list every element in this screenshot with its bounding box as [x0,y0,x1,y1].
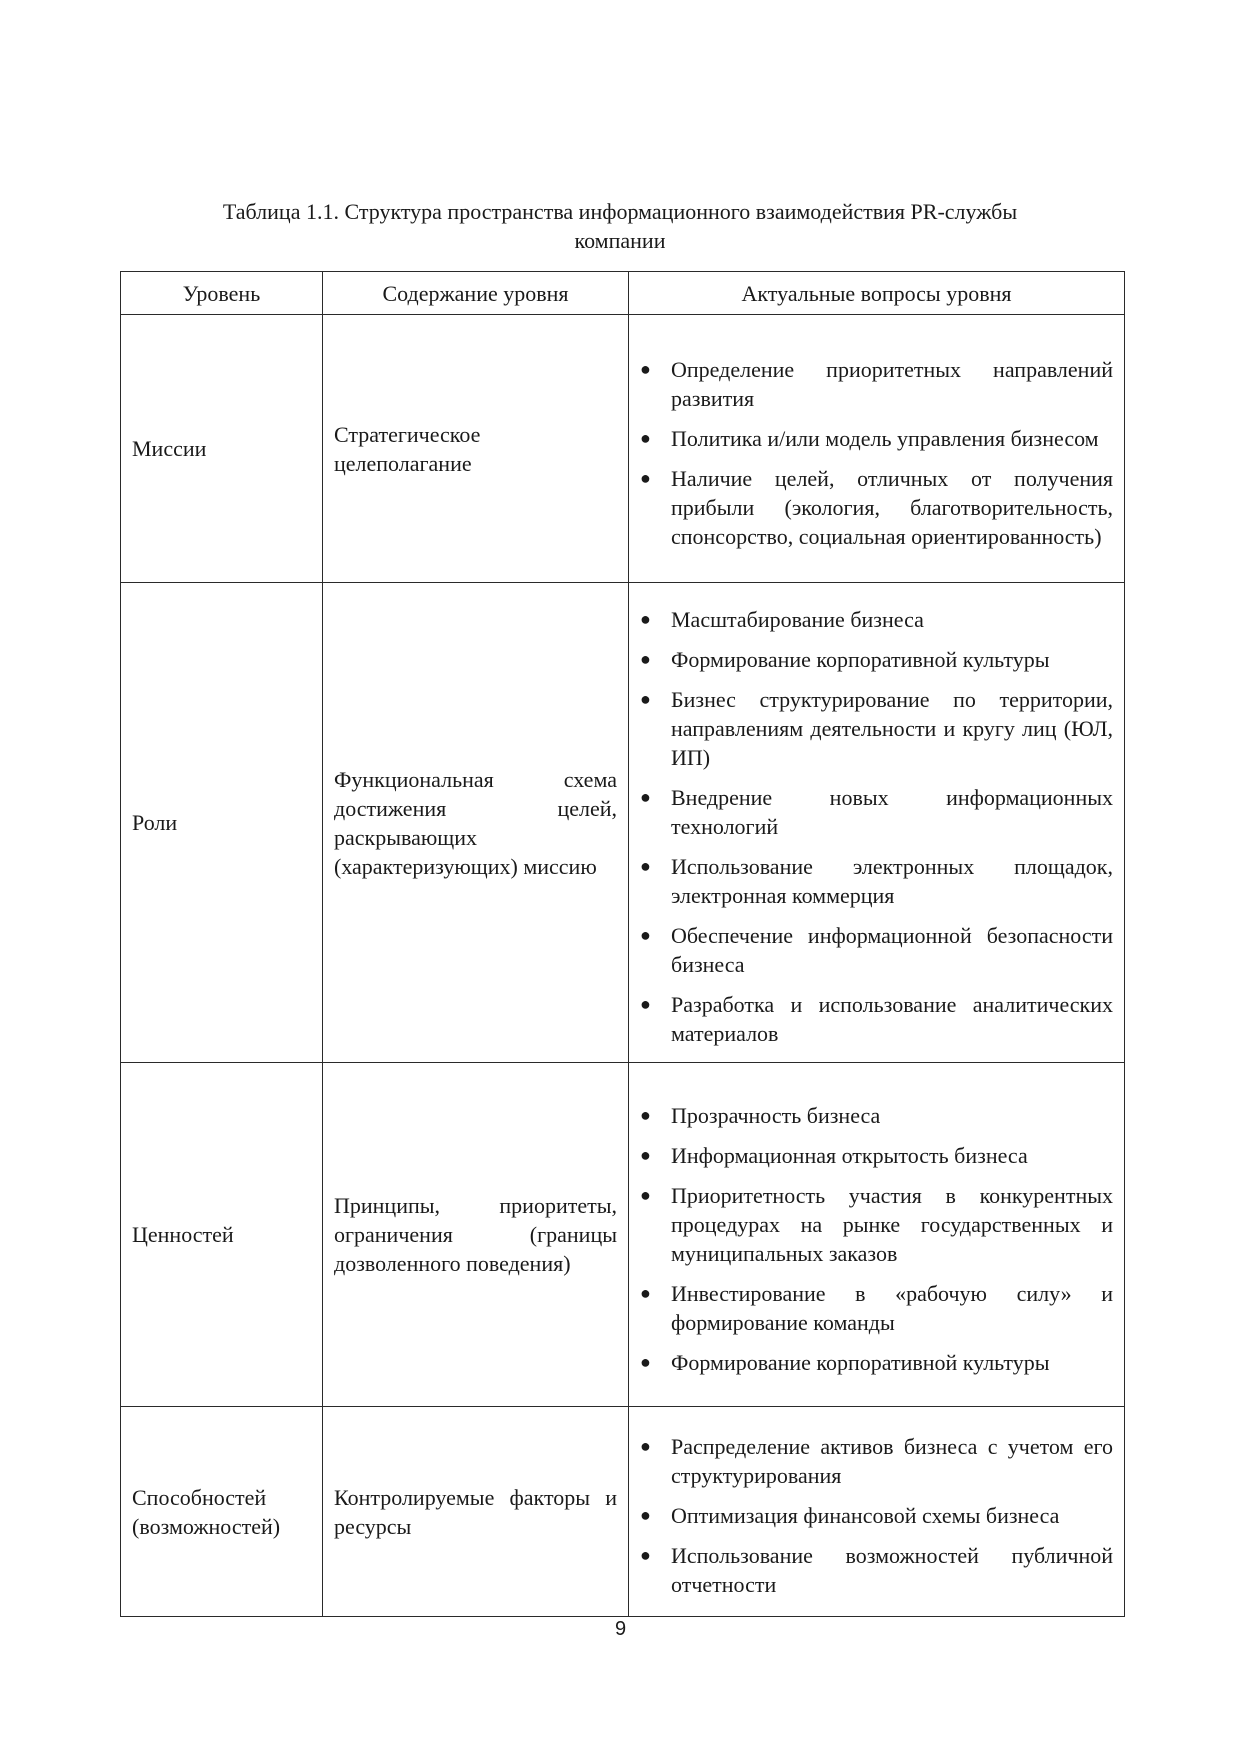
issues-cell [629,1063,1125,1407]
bullet-icon: ● [640,1144,651,1165]
list-item-text: Наличие целей, отличных от получения прибыли (экология, благотворительность, спонсорство, социальная ориентированность) [671,465,1113,549]
bullet-icon: ● [640,609,651,629]
bullet-icon: ● [640,787,651,807]
list-item-text: Бизнес структурирование по территории, направлениям деятельности и кругу лиц (ЮЛ, ИП) [671,687,1113,770]
list-item [640,1141,1113,1170]
list-item [640,424,1113,453]
content-cell: Контролируемые факторы и ресурсы [323,1407,629,1617]
content-cell: Функциональная схема достижения целей, раскрывающих (характеризующих) миссию [323,583,629,1063]
issues-list [640,1432,1113,1599]
list-item [640,1541,1113,1599]
list-item-text: Разработка и использование аналитических материалов [671,992,1113,1046]
list-item-text: Информационная открытость бизнеса [671,1142,1028,1168]
list-item-text: Определение приоритетных направлений развития [671,356,1113,411]
bullet-icon: ● [640,1104,651,1125]
column-header-issues: Актуальные вопросы уровня [629,272,1125,315]
issues-list [640,1101,1113,1377]
issues-list [640,605,1113,1048]
list-item [640,1279,1113,1337]
table-caption [120,197,1120,255]
bullet-icon: ● [640,1282,651,1303]
list-item-text: Использование электронных площадок, электронная коммерция [671,854,1113,908]
table-row [121,315,1125,583]
bullet-icon: ● [640,925,651,945]
content-cell: Стратегическое целеполагание [323,315,629,583]
bullet-icon: ● [640,467,651,488]
column-header-content: Содержание уровня [323,272,629,315]
list-item [640,852,1113,910]
list-item [640,990,1113,1048]
list-item-text: Обеспечение информационной безопасности бизнеса [671,923,1113,977]
level-cell: Ценностей [121,1063,323,1407]
list-item-text: Внедрение новых информационных технологий [671,785,1113,839]
issues-list [640,355,1113,551]
content-cell: Принципы, приоритеты, ограничения (границы дозволенного поведения) [323,1063,629,1407]
list-item-text: Приоритетность участия в конкурентных процедурах на рынке государственных и муниципальных заказов [671,1182,1113,1266]
bullet-icon: ● [640,1436,651,1456]
list-item [640,464,1113,551]
bullet-icon: ● [640,856,651,876]
bullet-icon: ● [640,689,651,709]
list-item-text: Формирование корпоративной культуры [671,647,1050,672]
issues-cell [629,1407,1125,1617]
page-number: 9 [614,1618,627,1640]
list-item-text: Инвестирование в «рабочую силу» и формирование команды [671,1280,1113,1335]
bullet-icon: ● [640,1351,651,1372]
list-item [640,783,1113,841]
list-item-text: Политика и/или модель управления бизнесом [671,425,1099,451]
table-row [121,1407,1125,1617]
column-header-level: Уровень [121,272,323,315]
table-caption-line-1: Таблица 1.1. Структура пространства информационного взаимодействия PR-службы [222,199,1018,224]
list-item-text: Масштабирование бизнеса [671,607,924,632]
list-item [640,1101,1113,1130]
list-item-text: Использование возможностей публичной отчетности [671,1543,1113,1597]
list-item [640,355,1113,413]
list-item [640,1501,1113,1530]
table-row [121,1063,1125,1407]
list-item-text: Прозрачность бизнеса [671,1102,881,1128]
list-item [640,1432,1113,1490]
level-cell: Способностей (возможностей) [121,1407,323,1617]
bullet-icon: ● [640,427,651,448]
level-cell: Роли [121,583,323,1063]
level-cell: Миссии [121,315,323,583]
list-item [640,921,1113,979]
bullet-icon: ● [640,1184,651,1205]
list-item [640,685,1113,772]
structure-table [120,271,1125,1617]
bullet-icon: ● [640,649,651,669]
issues-cell [629,315,1125,583]
list-item-text: Оптимизация финансовой схемы бизнеса [671,1503,1060,1528]
list-item [640,605,1113,634]
bullet-icon: ● [640,358,651,379]
bullet-icon: ● [640,1545,651,1565]
issues-cell [629,583,1125,1063]
list-item-text: Распределение активов бизнеса с учетом его структурирования [671,1434,1113,1488]
bullet-icon: ● [640,994,651,1014]
list-item [640,1181,1113,1268]
list-item [640,645,1113,674]
table-header-row [121,272,1125,315]
list-item [640,1348,1113,1377]
table-row [121,583,1125,1063]
list-item-text: Формирование корпоративной культуры [671,1349,1050,1375]
bullet-icon: ● [640,1505,651,1525]
table-caption-line-2: компании [574,228,666,253]
